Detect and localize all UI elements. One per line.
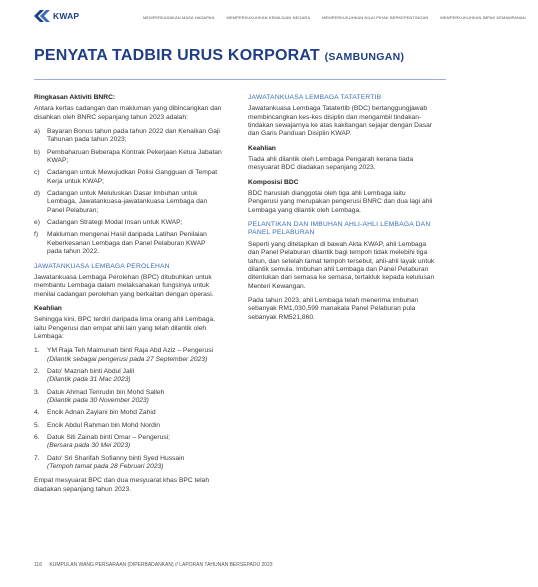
member-note: (Dilantik pada 31 Mac 2023)	[47, 376, 131, 384]
member-item	[34, 347, 222, 364]
remuneration-text: Seperti yang ditetapkan di bawah Akta KWAP, ahli Lembaga dan Panel Pelaburan dilantik bagi tempoh tidak melebihi tiga tahun, dan setelah tamat tempoh tersebut, ahli-ahli layak untuk dilantik semula. Imbuhan ahli Lembaga dan Panel Pelaburan ditentukan dari semasa ke semasa, tertakluk kepada kelulusan Menteri Kewangan.	[248, 240, 435, 290]
bdc-membership-text: Tiada ahli dilantik oleh Lembaga Pengarah kerana tiada mesyuarat BDC diadakan sepanjang 2023.	[248, 156, 414, 172]
list-marker: f)	[34, 231, 39, 239]
list-marker: a)	[34, 128, 40, 136]
bpc-description: Jawatankuasa Lembaga Perolehan (BPC) ditubuhkan untuk membantu Lembaga dalam melaksanakan fungsinya untuk menilai cadangan perolehan yang berkaitan dengan operasi.	[34, 273, 214, 298]
member-item	[34, 389, 222, 406]
member-number: 2.	[34, 367, 40, 375]
member-number: 1.	[34, 347, 40, 355]
list-item-text: Cadangan untuk Meluluskan Dasar Imbuhan untuk Lembaga, Jawatankuasa-jawatankuasa Lembaga dan Panel Pelaburan;	[47, 190, 208, 214]
bnrc-activity-heading: Ringkasan Aktiviti BNRC:	[34, 94, 116, 101]
member-name: Dato' Sri Sharifah Sofianny binti Syed Hussain	[47, 454, 185, 462]
bpc-membership-heading: Keahlian	[34, 304, 62, 312]
list-item-text: Bayaran Bonus tahun pada tahun 2022 dan Kenaikan Gaji Tahunan pada tahun 2023;	[47, 128, 220, 144]
list-item	[34, 219, 222, 227]
bpc-member-list	[34, 347, 222, 471]
list-marker: e)	[34, 219, 40, 227]
left-column	[34, 94, 222, 500]
member-number: 4.	[34, 409, 40, 417]
bpc-meetings-text: Empat mesyuarat BPC dan dua mesyuarat khas BPC telah diadakan sepanjang tahun 2023.	[34, 477, 210, 493]
member-number: 3.	[34, 388, 40, 396]
remuneration-amount-text: Pada tahun 2023, ahli Lembaga telah menerima imbuhan sebanyak RM1,030,599 manakala Panel Pelaburan pula sebanyak RM521,860.	[248, 296, 419, 321]
kwap-logo	[34, 10, 79, 22]
list-marker: b)	[34, 148, 40, 156]
list-item-text: Cadangan untuk Mewujudkan Polisi Gangguan di Tempat Kerja untuk KWAP;	[47, 169, 218, 185]
member-number: 5.	[34, 421, 40, 429]
page-number: 116	[34, 562, 42, 568]
member-name: Datuk Siti Zainab binti Omar – Pengerusi;	[47, 434, 171, 441]
list-item-text: Pembaharuan Beberapa Kontrak Pekerjaan Ketua Jabatan KWAP;	[47, 148, 222, 165]
bdc-composition-heading: Komposisi BDC	[248, 178, 299, 186]
top-navigation	[143, 15, 538, 20]
member-name: Datuk Ahmad Terirudin bin Mohd Salleh	[47, 388, 165, 396]
member-note: (Dilantik sebagai pengerusi pada 27 September 2023)	[47, 355, 208, 363]
member-item	[34, 409, 222, 417]
nav-item-4[interactable]: MEMPERKUKUHKAN IMPAK KEMAMPANAN	[440, 15, 526, 20]
member-note: (Dilantik pada 30 November 2023)	[47, 396, 149, 404]
list-item-text: Cadangan Strategi Modal Insan untuk KWAP;	[47, 219, 183, 227]
list-item	[34, 190, 222, 215]
member-name: YM Raja Teh Maimunah binti Raja Abd Aziz – Pengerusi	[47, 347, 214, 355]
nav-item-2[interactable]: MEMPERKUKUHKAN KEMAJUAN NEGARA	[226, 15, 311, 20]
bdc-membership-heading: Keahlian	[248, 144, 276, 152]
member-name: Dato' Maznah binti Abdul Jalil	[47, 367, 135, 375]
member-number: 6.	[34, 434, 40, 441]
member-name: Encik Adnan Zaylani bin Mohd Zahid	[47, 409, 156, 417]
kwap-logo-icon	[34, 10, 50, 22]
member-note: (Tempoh tamat pada 28 Februari 2023)	[47, 463, 164, 471]
footer-text: KUMPULAN WANG PERSARAAN (DIPERBADANKAN) // LAPORAN TAHUNAN BERSEPADU 2023	[49, 562, 273, 568]
bdc-composition-text: BDC haruslah dianggotai oleh tiga ahli Lembaga iaitu Pengerusi yang merupakan pengerusi BNRC dan dua lagi ahli Lembaga yang dilantik oleh Lembaga.	[248, 190, 433, 214]
list-item	[34, 128, 222, 145]
page-title-suffix: (SAMBUNGAN)	[324, 51, 405, 63]
member-note: (Bersara pada 30 Mei 2023)	[47, 442, 131, 450]
bpc-section-heading: JAWATANKUASA LEMBAGA PEROLEHAN	[34, 262, 170, 270]
remuneration-section-heading: PELANTIKAN DAN IMBUHAN AHLI-AHLI LEMBAGA DAN PANEL PELABURAN	[248, 221, 431, 237]
member-number: 7.	[34, 454, 40, 462]
member-item	[34, 368, 222, 385]
page-footer	[34, 562, 273, 568]
list-item	[34, 169, 222, 186]
page-header	[0, 0, 526, 36]
bdc-description: Jawatankuasa Lembaga Tatatertib (BDC) bertanggungjawab membincangkan kes-kes disiplin dan mengambil tindakan-tindakan sewajarnya ke atas kakitangan sejajar dengan Dasar dan Garis Panduan Disiplin KWAP.	[248, 105, 433, 138]
member-item	[34, 434, 222, 451]
list-marker: d)	[34, 190, 40, 198]
list-marker: c)	[34, 169, 40, 177]
member-name: Encik Abdul Rahman bin Mohd Nordin	[47, 421, 161, 429]
member-item	[34, 455, 222, 472]
bnrc-intro: Antara kertas cadangan dan makluman yang dibincangkan dan disahkan oleh BNRC sepanjang tahun 2023 adalah:	[34, 105, 222, 121]
bdc-section-heading: JAWATANKUASA LEMBAGA TATATERTIB	[248, 94, 382, 101]
list-item	[34, 149, 222, 166]
member-item	[34, 422, 222, 430]
title-divider	[34, 79, 446, 80]
nav-item-3[interactable]: MEMPERKUKUHKAN NILAI PIHAK BERKEPENTINGAN	[322, 15, 429, 20]
page-title	[34, 47, 404, 65]
list-item-text: Makluman mengenai Hasil daripada Latihan Penilaian Keberkesanan Lembaga dan Panel Pelaburan KWAP pada tahun 2022.	[47, 231, 207, 256]
right-column	[248, 94, 436, 328]
page-title-main: PENYATA TADBIR URUS KORPORAT	[34, 47, 320, 64]
nav-item-1[interactable]: MEMPERKASAKAN MASA HADAPAN	[143, 15, 215, 20]
bnrc-activity-list	[34, 128, 222, 256]
bpc-membership-intro: Sehingga kini, BPC terdiri daripada lima orang ahli Lembaga, iaitu Pengerusi dan empat ahli lain yang telah dilantik oleh Lembaga:	[34, 316, 216, 340]
logo-text: KWAP	[53, 11, 80, 21]
list-item	[34, 231, 222, 256]
